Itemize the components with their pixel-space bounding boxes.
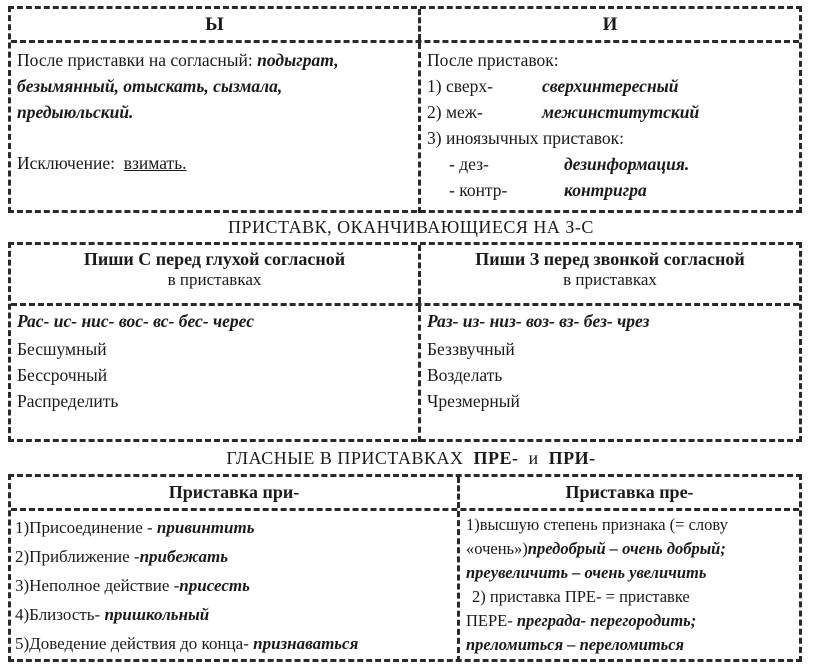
header-i: И [418,9,799,40]
i-sub-example: контригра [564,180,647,200]
pri-meaning-label: 2)Приближение - [15,547,140,566]
y-example-1: подыграт, [257,50,339,70]
pre-example-2: преувеличить – очень увеличить [466,563,707,582]
table-y-i [8,6,802,213]
i-item-example: сверхинтересный [542,76,679,96]
i-item-3: 3) иноязычных приставок: [427,128,625,148]
caption-pre-pri [0,448,822,469]
pri-meaning-label: 3)Неполное действие - [15,576,180,595]
i-intro: После приставок: [427,50,559,70]
pre-meanings [457,511,799,662]
pre-line-4: 2) приставка ПРЕ- = приставке [472,587,690,606]
pre-header: Приставка пре- [457,477,799,508]
z-word: Возделать [427,365,503,385]
z-word: Чрезмерный [427,391,520,411]
table-pre-pri [8,474,802,662]
caption-pre-pri-text: ГЛАСНЫЕ В ПРИСТАВКАХ [226,448,464,468]
exception-label: Исключение: [17,153,115,173]
z-header-title: Пиши З перед звонкой согласной [475,249,745,269]
i-item-example: межинститутский [542,102,700,122]
exception-word: взимать. [123,153,187,173]
pri-meanings [11,511,457,662]
pre-line-2a: «очень») [466,539,528,558]
s-prefixes: Рас- ис- нис- вос- вс- бес- черес [17,311,254,331]
header-y: Ы [205,14,224,35]
pri-example: привинтить [156,518,255,537]
pri-example: присесть [179,576,250,595]
i-sub-label: - контр- [449,180,508,200]
pri-example: прибежать [139,547,229,566]
s-word: Распределить [17,391,119,411]
pre-example-1: предобрый – очень добрый; [527,539,726,558]
caption-z-s: ПРИСТАВК, ОКАНЧИВАЮЩИЕСЯ НА З-С [228,217,594,237]
pri-example: пришкольный [104,605,210,624]
table-z-s [8,242,802,442]
pre-example-4: преломиться – переломиться [466,635,685,654]
s-header-title: Пиши С перед глухой согласной [83,249,346,269]
s-header [11,245,418,303]
s-header-sub: в приставках [167,270,262,289]
z-prefixes: Раз- из- низ- воз- вз- без- чрез [427,311,650,331]
pri-example: признаваться [253,634,359,653]
pri-meaning-label: 1)Присоединение - [15,518,153,537]
s-word: Бессрочный [17,365,108,385]
caption-and: и [528,448,539,468]
y-example-2: безымянный, отыскать, сызмала, [17,76,283,96]
z-word: Беззвучный [427,339,515,359]
i-sub-label: - дез- [449,154,489,174]
pri-header: Приставка при- [168,482,300,502]
s-word: Бесшумный [17,339,107,359]
z-header [418,245,799,303]
i-item-label: 2) меж- [427,102,483,122]
pre-line-1: 1)высшую степень признака (= слову [466,515,728,534]
pre-line-5a: ПЕРЕ- [466,611,513,630]
i-item-label: 1) сверх- [427,76,493,96]
pri-meaning-label: 4)Близость- [15,605,101,624]
caption-pri: ПРИ- [548,448,596,468]
pri-meaning-label: 5)Доведение действия до конца- [15,634,249,653]
y-intro: После приставки на согласный: [17,50,253,70]
pre-example-3: преграда- перегородить; [516,611,697,630]
y-rule-cell [11,43,418,213]
y-example-3: предыюльский. [17,102,134,122]
z-header-sub: в приставках [563,270,657,289]
z-examples [418,306,799,442]
caption-pre: ПРЕ- [473,448,519,468]
i-sub-example: дезинформация. [564,154,690,174]
i-rule-cell [418,43,799,213]
s-examples [11,306,418,442]
